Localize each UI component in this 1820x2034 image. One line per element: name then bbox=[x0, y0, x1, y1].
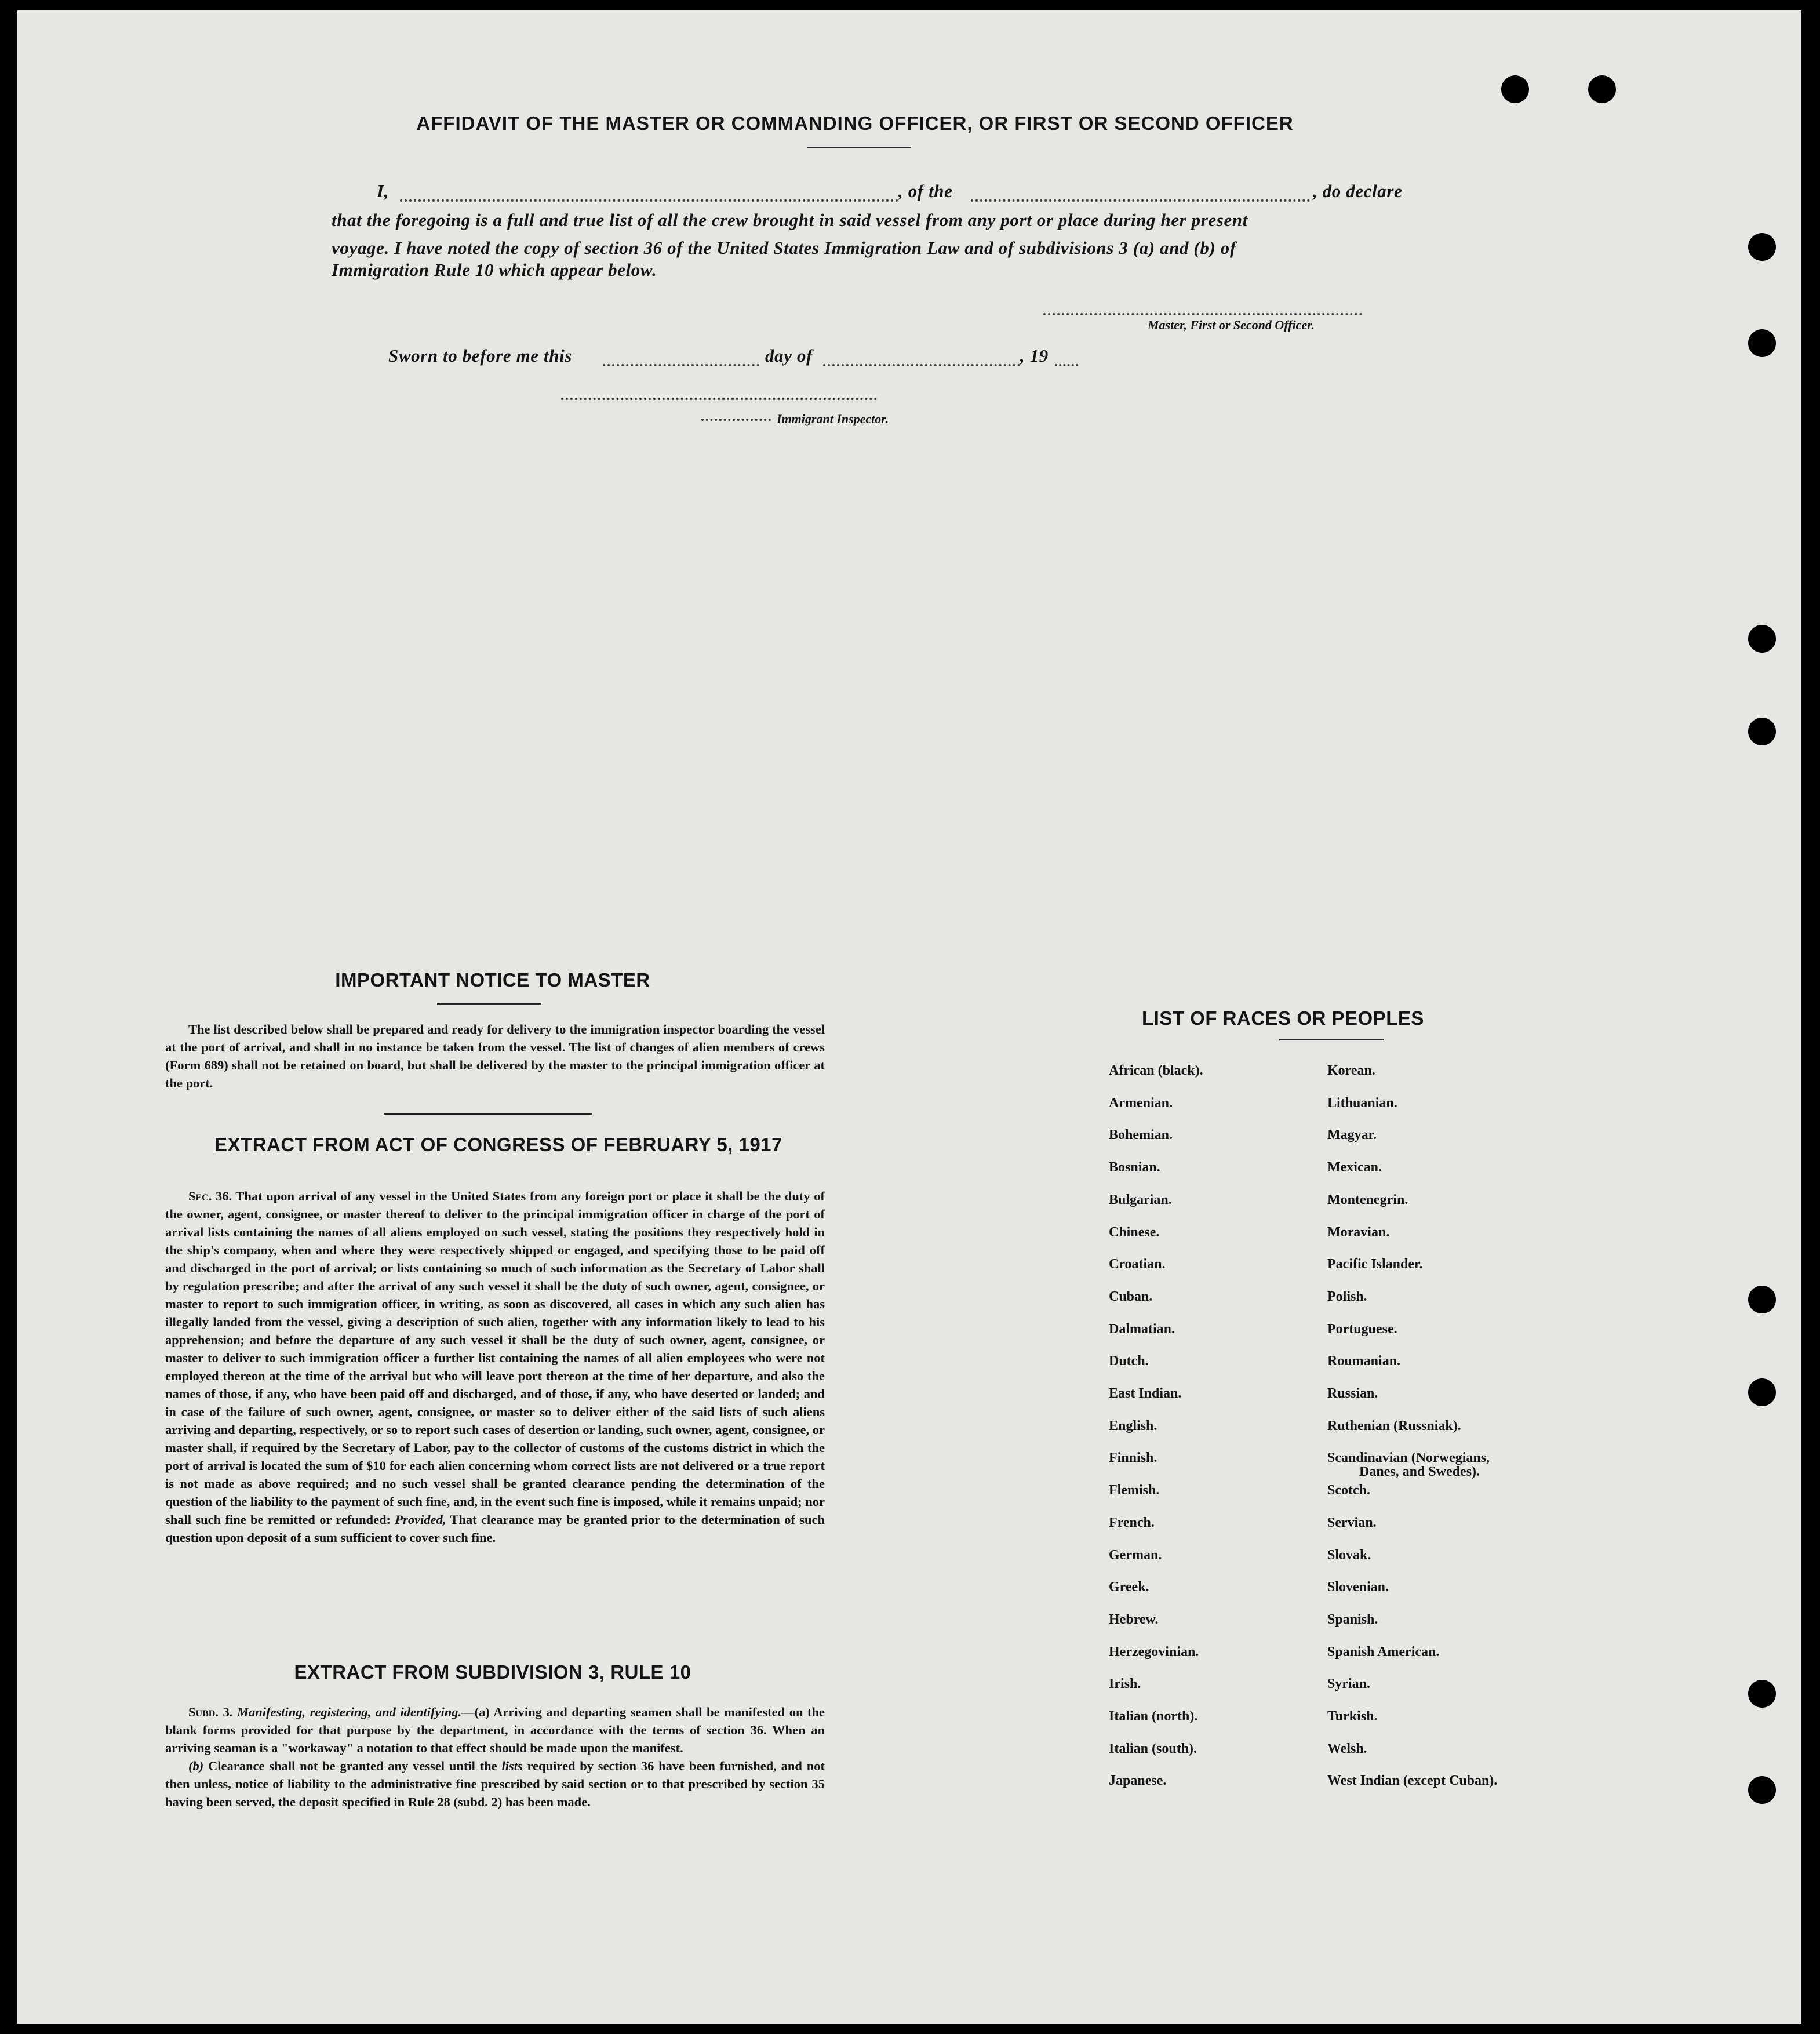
title-rule bbox=[807, 147, 911, 148]
race-item: Cuban. bbox=[1109, 1289, 1153, 1304]
race-item: Spanish American. bbox=[1327, 1644, 1440, 1660]
punch-hole bbox=[1748, 1776, 1776, 1804]
punch-hole bbox=[1748, 718, 1776, 745]
race-item: Bulgarian. bbox=[1109, 1192, 1172, 1207]
act-text: That upon arrival of any vessel in the United States from any foreign port or place it shall be the duty of the owner, agent, consignee, or master thereof to deliver to the principal immigration officer in charge of the port of arrival lists containing the names of all aliens employed on such vessel, stating the positions they respectively hold in the ship's company, when and where they were respectively shipped or engaged, and specifying those to be paid off and discharged in the port of arrival; or lists containing so much of such information as the Secretary of Labor shall by regulation prescribe; and after the arrival of any such vessel it shall be the duty of such owner, agent, consignee, or master to report to such immigration officer, in writing, as soon as discovered, all cases in which any such alien has illegally landed from the vessel, giving a description of such alien, together with any information likely to lead to his apprehension; and before the departure of any such vessel it shall be the duty of such owner, agent, consignee, or master to deliver to such immigration officer a further list containing the names of all alien employees who were not employed thereon at the time of the arrival but who will leave port thereon at the time of her departure, and also the names of those, if any, who have been paid off and discharged, and of those, if any, who have deserted or landed; and in case of the failure of such owner, agent, consignee, or master so to deliver either of the said lists of such aliens arriving and departing, respectively, or so to report such cases of desertion or landing, such owner, agent, consignee, or master shall, if required by the Secretary of Labor, pay to the collector of customs of the customs district in which the port of arrival is located the sum of $10 for each alien concerning whom correct lists are not delivered or a true report is not made as above required; and no such vessel shall be granted clearance pending the determination of the question of the liability to the payment of such fine, and, in the event such fine is imposed, while it remains unpaid; nor shall such fine be remitted or refunded: bbox=[165, 1189, 825, 1527]
year-label: , 19 bbox=[1020, 345, 1049, 366]
race-item: Welsh. bbox=[1327, 1741, 1367, 1756]
race-item: German. bbox=[1109, 1548, 1162, 1563]
rule-b-text-1: Clearance shall not be granted any vessel until the bbox=[208, 1759, 497, 1773]
name-line bbox=[400, 199, 898, 202]
affidavit-title: AFFIDAVIT OF THE MASTER OR COMMANDING OFFICER, OR FIRST OR SECOND OFFICER bbox=[416, 112, 1294, 134]
race-item: African (black). bbox=[1109, 1063, 1203, 1078]
punch-hole bbox=[1748, 625, 1776, 653]
race-item: Hebrew. bbox=[1109, 1612, 1159, 1627]
race-item: Italian (south). bbox=[1109, 1741, 1197, 1756]
race-item: Armenian. bbox=[1109, 1096, 1173, 1111]
inspector-prefix-line bbox=[701, 419, 771, 421]
race-item: Scotch. bbox=[1327, 1483, 1370, 1498]
punch-hole bbox=[1748, 1286, 1776, 1313]
race-item: Mexican. bbox=[1327, 1160, 1382, 1175]
rule-subd-heading: Manifesting, registering, and identifying. bbox=[236, 1705, 462, 1719]
rule-b-text-2: required by section 36 have been furnished, and not then unless, notice of liability to the administrative fine prescribed by said section or to that prescribed by section 35 having been served, the deposit specified in Rule 28 (subd. 2) has been made. bbox=[165, 1759, 825, 1809]
notice-text: The list described below shall be prepared and ready for delivery to the immigration inspector boarding the vessel at the port of arrival, and shall in no instance be taken from the vessel. The list of changes of alien members of crews (Form 689) shall not be retained on board, but shall be delivered by the master to the principal immigration officer at the port. bbox=[165, 1022, 825, 1090]
affidavit-line-2: that the foregoing is a full and true list of all the crew brought in said vessel from any port or place during her present bbox=[332, 210, 1248, 230]
punch-hole bbox=[1748, 1680, 1776, 1708]
race-item: Dutch. bbox=[1109, 1353, 1149, 1369]
act-section-label: Sec. 36. bbox=[188, 1189, 232, 1203]
race-item: French. bbox=[1109, 1515, 1155, 1530]
rule-a-label: —(a) bbox=[461, 1705, 490, 1719]
punch-hole bbox=[1588, 75, 1616, 103]
race-item: Greek. bbox=[1109, 1580, 1149, 1595]
race-item: Turkish. bbox=[1327, 1709, 1378, 1724]
race-item: Polish. bbox=[1327, 1289, 1367, 1304]
inspector-label: Immigrant Inspector. bbox=[777, 412, 889, 426]
race-item: English. bbox=[1109, 1418, 1157, 1433]
race-item: Finnish. bbox=[1109, 1450, 1157, 1465]
document-page bbox=[17, 10, 1801, 2024]
race-item: Bosnian. bbox=[1109, 1160, 1160, 1175]
act-title: EXTRACT FROM ACT OF CONGRESS OF FEBRUARY 5, 1917 bbox=[214, 1134, 782, 1155]
race-item: Portuguese. bbox=[1327, 1322, 1397, 1337]
race-item: East Indian. bbox=[1109, 1386, 1182, 1401]
race-item: Slovenian. bbox=[1327, 1580, 1389, 1595]
race-item: Moravian. bbox=[1327, 1225, 1390, 1240]
rule-paragraph bbox=[165, 1703, 825, 1811]
races-rule bbox=[1279, 1039, 1384, 1040]
race-item: Slovak. bbox=[1327, 1548, 1371, 1563]
race-item: Flemish. bbox=[1109, 1483, 1160, 1498]
race-item: Spanish. bbox=[1327, 1612, 1378, 1627]
act-paragraph bbox=[165, 1187, 825, 1547]
rule-b-lists: lists bbox=[501, 1759, 523, 1773]
sworn-day-line bbox=[603, 364, 759, 366]
races-title: LIST OF RACES OR PEOPLES bbox=[1142, 1007, 1424, 1029]
race-item: Korean. bbox=[1327, 1063, 1375, 1078]
race-item: Pacific Islander. bbox=[1327, 1257, 1423, 1272]
punch-hole bbox=[1748, 329, 1776, 357]
punch-hole bbox=[1748, 233, 1776, 261]
race-item: Servian. bbox=[1327, 1515, 1377, 1530]
race-item: Scandinavian (Norwegians, bbox=[1327, 1450, 1490, 1465]
race-item: Bohemian. bbox=[1109, 1127, 1173, 1142]
race-item: Croatian. bbox=[1109, 1257, 1166, 1272]
sworn-month-line bbox=[823, 364, 1020, 366]
race-item: Irish. bbox=[1109, 1676, 1141, 1691]
affidavit-line-4: Immigration Rule 10 which appear below. bbox=[332, 260, 657, 280]
race-item: Herzegovinian. bbox=[1109, 1644, 1199, 1660]
race-item: Dalmatian. bbox=[1109, 1322, 1175, 1337]
affidavit-line-3: voyage. I have noted the copy of section 36 of the United States Immigration Law and of subdivisions 3 (a) and (b) of bbox=[332, 238, 1236, 258]
affidavit-of-the: , of the bbox=[898, 181, 953, 201]
rule-title: EXTRACT FROM SUBDIVISION 3, RULE 10 bbox=[294, 1661, 691, 1683]
race-item: West Indian (except Cuban). bbox=[1327, 1773, 1498, 1788]
affidavit-i-label: I, bbox=[377, 181, 390, 201]
race-item: Magyar. bbox=[1327, 1127, 1377, 1142]
race-item: Danes, and Swedes). bbox=[1359, 1464, 1480, 1479]
race-item: Ruthenian (Russniak). bbox=[1327, 1418, 1461, 1433]
race-item: Chinese. bbox=[1109, 1225, 1160, 1240]
day-of-label: day of bbox=[765, 345, 813, 366]
rule-b-label: (b) bbox=[188, 1759, 204, 1773]
notice-title: IMPORTANT NOTICE TO MASTER bbox=[335, 969, 650, 991]
punch-hole bbox=[1748, 1378, 1776, 1406]
punch-hole bbox=[1501, 75, 1529, 103]
race-item: Russian. bbox=[1327, 1386, 1378, 1401]
race-item: Montenegrin. bbox=[1327, 1192, 1408, 1207]
inspector-signature-line bbox=[561, 398, 877, 400]
notice-paragraph bbox=[165, 1020, 825, 1092]
act-text-end: That clearance may be granted prior to the determination of such question upon deposit of a sum sufficient to cover such fine. bbox=[165, 1512, 825, 1545]
rule-a-text: Arriving and departing seamen shall be manifested on the blank forms provided for that purpose by the department, in accordance with the terms of section 36. When an arriving seaman is a "workaway" a notation to that effect should be made upon the manifest. bbox=[165, 1705, 825, 1755]
notice-rule bbox=[437, 1003, 541, 1005]
vessel-line bbox=[971, 199, 1310, 202]
sworn-label: Sworn to before me this bbox=[388, 345, 572, 366]
master-signature-line bbox=[1043, 313, 1362, 315]
section-divider bbox=[384, 1113, 592, 1115]
sworn-year-line bbox=[1055, 364, 1078, 366]
race-item: Syrian. bbox=[1327, 1676, 1371, 1691]
race-item: Roumanian. bbox=[1327, 1353, 1401, 1369]
act-provided: Provided, bbox=[395, 1512, 446, 1527]
race-item: Italian (north). bbox=[1109, 1709, 1198, 1724]
affidavit-do-declare: , do declare bbox=[1313, 181, 1403, 201]
race-item: Japanese. bbox=[1109, 1773, 1167, 1788]
race-item: Lithuanian. bbox=[1327, 1096, 1397, 1111]
rule-subd-label: Subd. 3. bbox=[188, 1705, 233, 1719]
master-signature-label: Master, First or Second Officer. bbox=[1148, 318, 1315, 332]
